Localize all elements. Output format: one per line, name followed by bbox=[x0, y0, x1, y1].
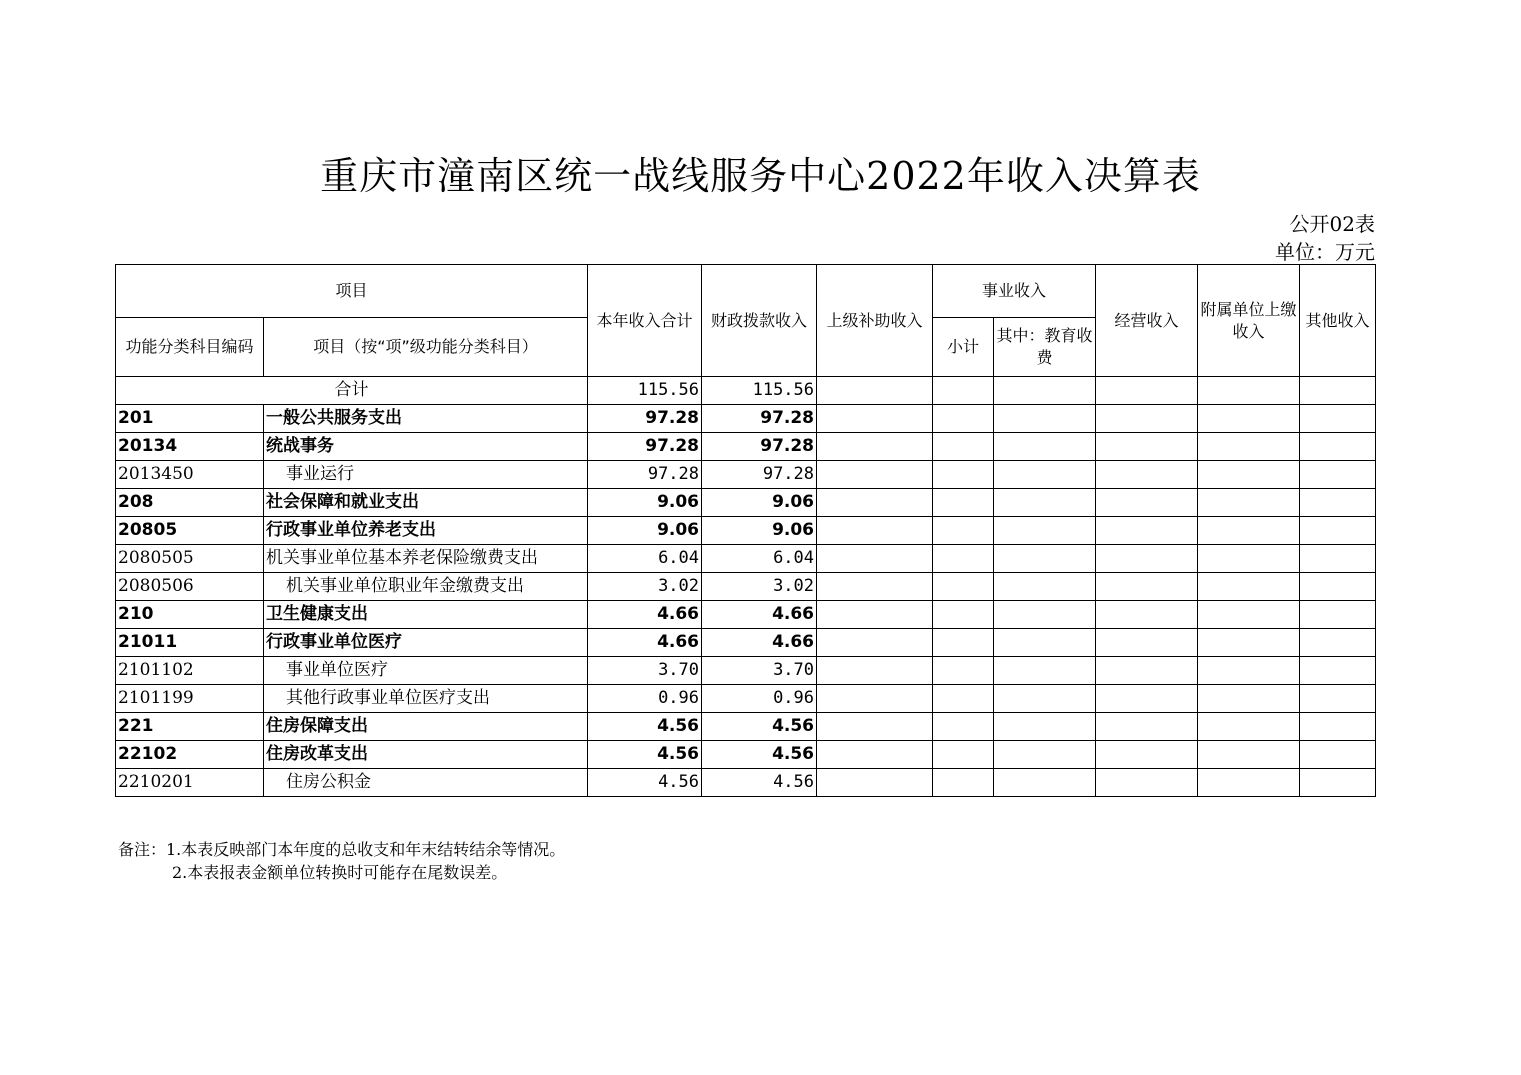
header-operating: 经营收入 bbox=[1096, 265, 1198, 377]
empty-cell bbox=[1198, 741, 1300, 769]
row-total-income: 9.06 bbox=[588, 489, 702, 517]
row-code: 20805 bbox=[116, 517, 264, 545]
empty-cell bbox=[933, 489, 994, 517]
empty-cell bbox=[1300, 545, 1376, 573]
empty-cell bbox=[1300, 461, 1376, 489]
table-row bbox=[116, 601, 1376, 629]
header-business: 事业收入 bbox=[933, 265, 1096, 318]
row-name: 行政事业单位养老支出 bbox=[264, 517, 588, 545]
empty-cell bbox=[994, 489, 1096, 517]
empty-cell bbox=[1300, 601, 1376, 629]
empty-cell bbox=[994, 405, 1096, 433]
empty-cell bbox=[817, 545, 933, 573]
row-total-income: 97.28 bbox=[588, 461, 702, 489]
row-fiscal: 4.66 bbox=[702, 629, 817, 657]
table-row bbox=[116, 685, 1376, 713]
note-line-1: 备注：1.本表反映部门本年度的总收支和年末结转结余等情况。 bbox=[118, 840, 566, 859]
note-line-2: 2.本表报表金额单位转换时可能存在尾数误差。 bbox=[172, 863, 508, 882]
row-fiscal: 97.28 bbox=[702, 405, 817, 433]
row-fiscal: 9.06 bbox=[702, 517, 817, 545]
empty-cell bbox=[1198, 769, 1300, 797]
empty-cell bbox=[1198, 629, 1300, 657]
row-fiscal: 4.56 bbox=[702, 741, 817, 769]
empty-cell bbox=[1198, 657, 1300, 685]
row-code: 208 bbox=[116, 489, 264, 517]
empty-cell bbox=[1096, 433, 1198, 461]
header-subtotal: 小计 bbox=[933, 318, 994, 377]
row-fiscal: 97.28 bbox=[702, 461, 817, 489]
notes bbox=[118, 838, 565, 884]
empty-cell bbox=[817, 461, 933, 489]
row-name: 事业运行 bbox=[264, 461, 588, 489]
empty-cell bbox=[933, 433, 994, 461]
empty-cell bbox=[994, 517, 1096, 545]
header-func-code: 功能分类科目编码 bbox=[116, 318, 264, 377]
table-row bbox=[116, 433, 1376, 461]
empty-cell bbox=[1300, 573, 1376, 601]
empty-cell bbox=[1300, 769, 1376, 797]
row-fiscal: 4.56 bbox=[702, 713, 817, 741]
empty-cell bbox=[1198, 433, 1300, 461]
row-code: 2101102 bbox=[116, 657, 264, 685]
row-total-income: 3.70 bbox=[588, 657, 702, 685]
row-total-income: 4.56 bbox=[588, 741, 702, 769]
empty-cell bbox=[994, 461, 1096, 489]
empty-cell bbox=[817, 769, 933, 797]
header-project: 项目 bbox=[116, 265, 588, 318]
table-row bbox=[116, 769, 1376, 797]
empty-cell bbox=[994, 741, 1096, 769]
empty-cell bbox=[1096, 601, 1198, 629]
row-total-income: 4.66 bbox=[588, 629, 702, 657]
empty-cell bbox=[994, 769, 1096, 797]
empty-cell bbox=[933, 545, 994, 573]
row-fiscal: 3.02 bbox=[702, 573, 817, 601]
unit-label: 单位：万元 bbox=[1275, 240, 1375, 264]
empty-cell bbox=[1096, 741, 1198, 769]
table-row bbox=[116, 489, 1376, 517]
header-other: 其他收入 bbox=[1300, 265, 1376, 377]
empty-cell bbox=[1198, 573, 1300, 601]
table-row bbox=[116, 657, 1376, 685]
total-label: 合计 bbox=[116, 377, 588, 405]
empty-cell bbox=[1096, 573, 1198, 601]
row-fiscal: 0.96 bbox=[702, 685, 817, 713]
row-code: 2013450 bbox=[116, 461, 264, 489]
empty-cell bbox=[994, 629, 1096, 657]
row-code: 20134 bbox=[116, 433, 264, 461]
row-fiscal: 9.06 bbox=[702, 489, 817, 517]
empty-cell bbox=[1096, 461, 1198, 489]
row-total-income: 4.56 bbox=[588, 769, 702, 797]
row-total-income: 0.96 bbox=[588, 685, 702, 713]
empty-cell bbox=[994, 713, 1096, 741]
table-row bbox=[116, 405, 1376, 433]
header-superior: 上级补助收入 bbox=[817, 265, 933, 377]
row-code: 221 bbox=[116, 713, 264, 741]
row-name: 一般公共服务支出 bbox=[264, 405, 588, 433]
table-row bbox=[116, 517, 1376, 545]
total-row bbox=[116, 377, 1376, 405]
empty-cell bbox=[994, 433, 1096, 461]
table-row bbox=[116, 741, 1376, 769]
table-row bbox=[116, 461, 1376, 489]
row-total-income: 4.66 bbox=[588, 601, 702, 629]
income-table bbox=[115, 264, 1376, 797]
empty-cell bbox=[1096, 685, 1198, 713]
empty-cell bbox=[1198, 713, 1300, 741]
empty-cell bbox=[1096, 489, 1198, 517]
table-row bbox=[116, 713, 1376, 741]
row-total-income: 6.04 bbox=[588, 545, 702, 573]
empty-cell bbox=[933, 713, 994, 741]
empty-cell bbox=[817, 601, 933, 629]
header-affiliated: 附属单位上缴收入 bbox=[1198, 265, 1300, 377]
row-name: 机关事业单位职业年金缴费支出 bbox=[264, 573, 588, 601]
empty-cell bbox=[817, 517, 933, 545]
header-total-income: 本年收入合计 bbox=[588, 265, 702, 377]
row-name: 社会保障和就业支出 bbox=[264, 489, 588, 517]
empty-cell bbox=[1300, 713, 1376, 741]
empty-cell bbox=[1096, 713, 1198, 741]
empty-cell bbox=[817, 713, 933, 741]
empty-cell bbox=[1198, 517, 1300, 545]
empty-cell bbox=[1198, 489, 1300, 517]
empty-cell bbox=[1300, 433, 1376, 461]
row-fiscal: 4.56 bbox=[702, 769, 817, 797]
row-fiscal: 6.04 bbox=[702, 545, 817, 573]
row-code: 2101199 bbox=[116, 685, 264, 713]
table-row bbox=[116, 629, 1376, 657]
empty-cell bbox=[817, 685, 933, 713]
header-row-1 bbox=[116, 265, 1376, 318]
empty-cell bbox=[933, 573, 994, 601]
empty-cell bbox=[1300, 405, 1376, 433]
empty-cell bbox=[1300, 685, 1376, 713]
empty-cell bbox=[1096, 629, 1198, 657]
empty-cell bbox=[817, 629, 933, 657]
total-income-value: 115.56 bbox=[588, 377, 702, 405]
row-code: 2210201 bbox=[116, 769, 264, 797]
table-row bbox=[116, 545, 1376, 573]
row-code: 22102 bbox=[116, 741, 264, 769]
empty-cell bbox=[1300, 657, 1376, 685]
row-total-income: 3.02 bbox=[588, 573, 702, 601]
empty-cell bbox=[933, 461, 994, 489]
empty-cell bbox=[1198, 685, 1300, 713]
empty-cell bbox=[1096, 545, 1198, 573]
row-name: 住房改革支出 bbox=[264, 741, 588, 769]
empty-cell bbox=[994, 657, 1096, 685]
row-fiscal: 97.28 bbox=[702, 433, 817, 461]
row-name: 住房公积金 bbox=[264, 769, 588, 797]
header-education: 其中：教育收费 bbox=[994, 318, 1096, 377]
empty-cell bbox=[933, 741, 994, 769]
table-row bbox=[116, 573, 1376, 601]
row-name: 统战事务 bbox=[264, 433, 588, 461]
row-code: 21011 bbox=[116, 629, 264, 657]
empty-cell bbox=[1198, 545, 1300, 573]
row-fiscal: 4.66 bbox=[702, 601, 817, 629]
empty-cell bbox=[1300, 741, 1376, 769]
empty-cell bbox=[1096, 657, 1198, 685]
row-code: 2080505 bbox=[116, 545, 264, 573]
empty-cell bbox=[817, 741, 933, 769]
header-fiscal: 财政拨款收入 bbox=[702, 265, 817, 377]
row-name: 机关事业单位基本养老保险缴费支出 bbox=[264, 545, 588, 573]
row-code: 2080506 bbox=[116, 573, 264, 601]
empty-cell bbox=[994, 573, 1096, 601]
row-total-income: 4.56 bbox=[588, 713, 702, 741]
row-name: 其他行政事业单位医疗支出 bbox=[264, 685, 588, 713]
empty-cell bbox=[933, 685, 994, 713]
empty-cell bbox=[817, 405, 933, 433]
empty-cell bbox=[817, 433, 933, 461]
empty-cell bbox=[1198, 601, 1300, 629]
row-name: 事业单位医疗 bbox=[264, 657, 588, 685]
empty-cell bbox=[817, 489, 933, 517]
row-total-income: 97.28 bbox=[588, 405, 702, 433]
document-title: 重庆市潼南区统一战线服务中心2022年收入决算表 bbox=[320, 154, 1201, 198]
header-project-by-item: 项目（按“项”级功能分类科目） bbox=[264, 318, 588, 377]
row-fiscal: 3.70 bbox=[702, 657, 817, 685]
total-fiscal-value: 115.56 bbox=[702, 377, 817, 405]
empty-cell bbox=[1198, 405, 1300, 433]
empty-cell bbox=[933, 657, 994, 685]
empty-cell bbox=[933, 769, 994, 797]
empty-cell bbox=[933, 601, 994, 629]
empty-cell bbox=[994, 601, 1096, 629]
row-name: 行政事业单位医疗 bbox=[264, 629, 588, 657]
row-total-income: 9.06 bbox=[588, 517, 702, 545]
empty-cell bbox=[1096, 769, 1198, 797]
empty-cell bbox=[1096, 517, 1198, 545]
row-name: 卫生健康支出 bbox=[264, 601, 588, 629]
row-code: 210 bbox=[116, 601, 264, 629]
empty-cell bbox=[1300, 517, 1376, 545]
empty-cell bbox=[933, 405, 994, 433]
empty-cell bbox=[1300, 629, 1376, 657]
empty-cell bbox=[1096, 405, 1198, 433]
empty-cell bbox=[817, 657, 933, 685]
form-number: 公开02表 bbox=[1289, 212, 1375, 236]
empty-cell bbox=[994, 685, 1096, 713]
empty-cell bbox=[933, 517, 994, 545]
row-code: 201 bbox=[116, 405, 264, 433]
empty-cell bbox=[817, 573, 933, 601]
row-name: 住房保障支出 bbox=[264, 713, 588, 741]
empty-cell bbox=[1198, 461, 1300, 489]
row-total-income: 97.28 bbox=[588, 433, 702, 461]
empty-cell bbox=[994, 545, 1096, 573]
empty-cell bbox=[1300, 489, 1376, 517]
empty-cell bbox=[933, 629, 994, 657]
